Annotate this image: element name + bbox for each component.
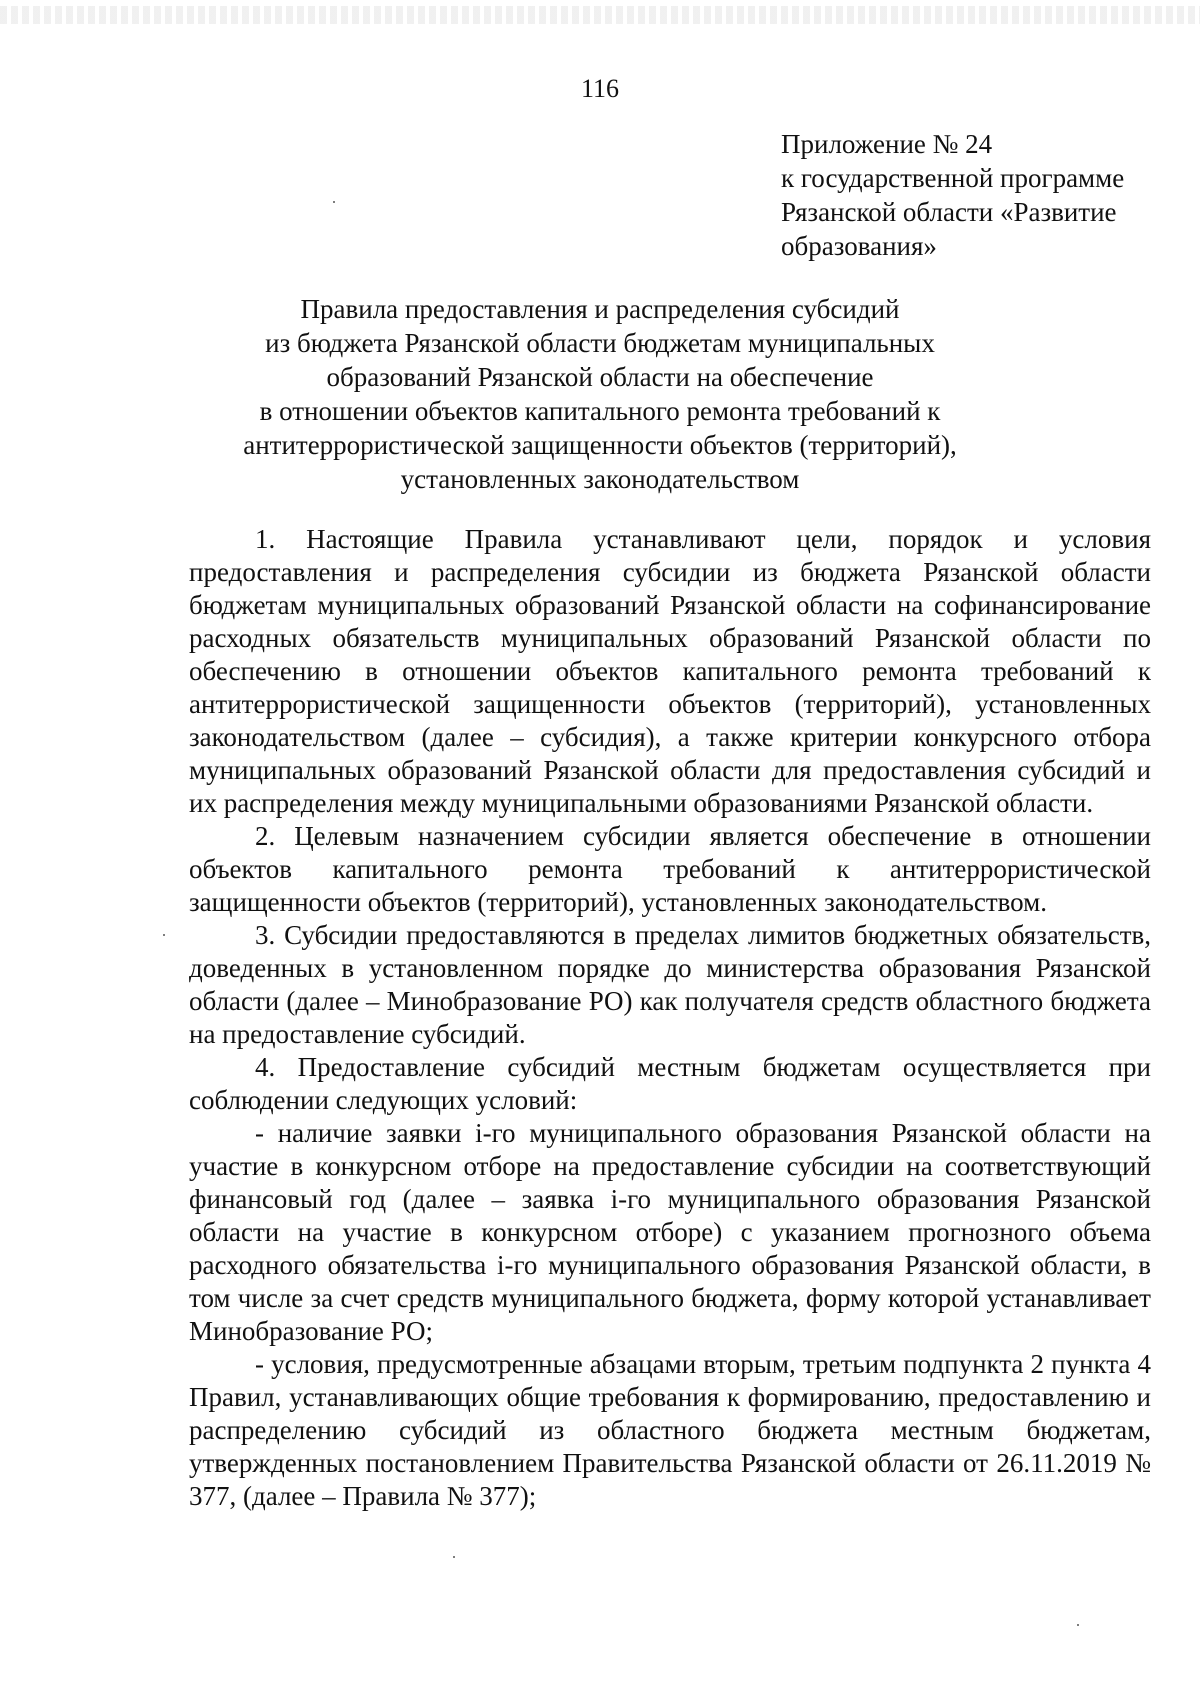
page-number: 116 xyxy=(580,74,620,103)
paragraph-2: 2. Целевым назначением субсидии является обеспечение в отношении объектов капитального ремонта требований к антитеррористической защищенности объектов (территорий), установленных законодательством. xyxy=(189,821,1151,917)
scan-speck xyxy=(1077,1624,1079,1626)
scan-speck xyxy=(333,201,335,203)
appendix-header xyxy=(781,127,1151,263)
document-title xyxy=(240,292,960,496)
scan-speck xyxy=(453,1556,455,1558)
paragraph-1: 1. Настоящие Правила устанавливают цели, порядок и условия предоставления и распределения субсидии из бюджета Рязанской области бюджетам муниципальных образований Рязанской области на софинансирование расходных обязательств муниципальных образований Рязанской области по обеспечению в отношении объектов капитального ремонта требований к антитеррористической защищенности объектов (территорий), установленных законодательством (далее – субсидия), а также критерии конкурсного отбора муниципальных образований Рязанской области для предоставления субсидий и их распределения между муниципальными образованиями Рязанской области. xyxy=(189,524,1151,818)
appendix-line: Приложение № 24 xyxy=(781,129,993,159)
title-line: из бюджета Рязанской области бюджетам муниципальных xyxy=(265,328,935,358)
title-line: антитеррористической защищенности объектов (территорий), xyxy=(243,430,957,460)
paragraph-3: 3. Субсидии предоставляются в пределах лимитов бюджетных обязательств, доведенных в установленном порядке до министерства образования Рязанской области (далее – Минобразование РО) как получателя средств областного бюджета на предоставление субсидий. xyxy=(189,920,1151,1049)
document-body xyxy=(189,523,1151,1513)
paragraph-condition-2: - условия, предусмотренные абзацами вторым, третьим подпункта 2 пункта 4 Правил, устанавливающих общие требования к формированию, предоставлению и распределению субсидий из областного бюджета местным бюджетам, утвержденных постановлением Правительства Рязанской области от 26.11.2019 № 377, (далее – Правила № 377); xyxy=(189,1349,1151,1511)
appendix-line: к государственной программе xyxy=(781,163,1125,193)
appendix-line: образования» xyxy=(781,231,937,261)
paragraph-condition-1: - наличие заявки i-го муниципального образования Рязанской области на участие в конкурсном отборе на предоставление субсидии на соответствующий финансовый год (далее – заявка i-го муниципального образования Рязанской области на участие в конкурсном отборе) с указанием прогнозного объема расходного обязательства i-го муниципального образования Рязанской области, в том числе за счет средств муниципального бюджета, форму которой устанавливает Минобразование РО; xyxy=(189,1118,1151,1346)
title-line: в отношении объектов капитального ремонта требований к xyxy=(259,396,941,426)
title-line: установленных законодательством xyxy=(400,464,800,494)
appendix-line: Рязанской области «Развитие xyxy=(781,197,1117,227)
paragraph-4: 4. Предоставление субсидий местным бюджетам осуществляется при соблюдении следующих условий: xyxy=(189,1052,1151,1115)
title-line: образований Рязанской области на обеспечение xyxy=(326,362,874,392)
title-line: Правила предоставления и распределения субсидий xyxy=(300,294,900,324)
scan-speck xyxy=(163,934,165,936)
